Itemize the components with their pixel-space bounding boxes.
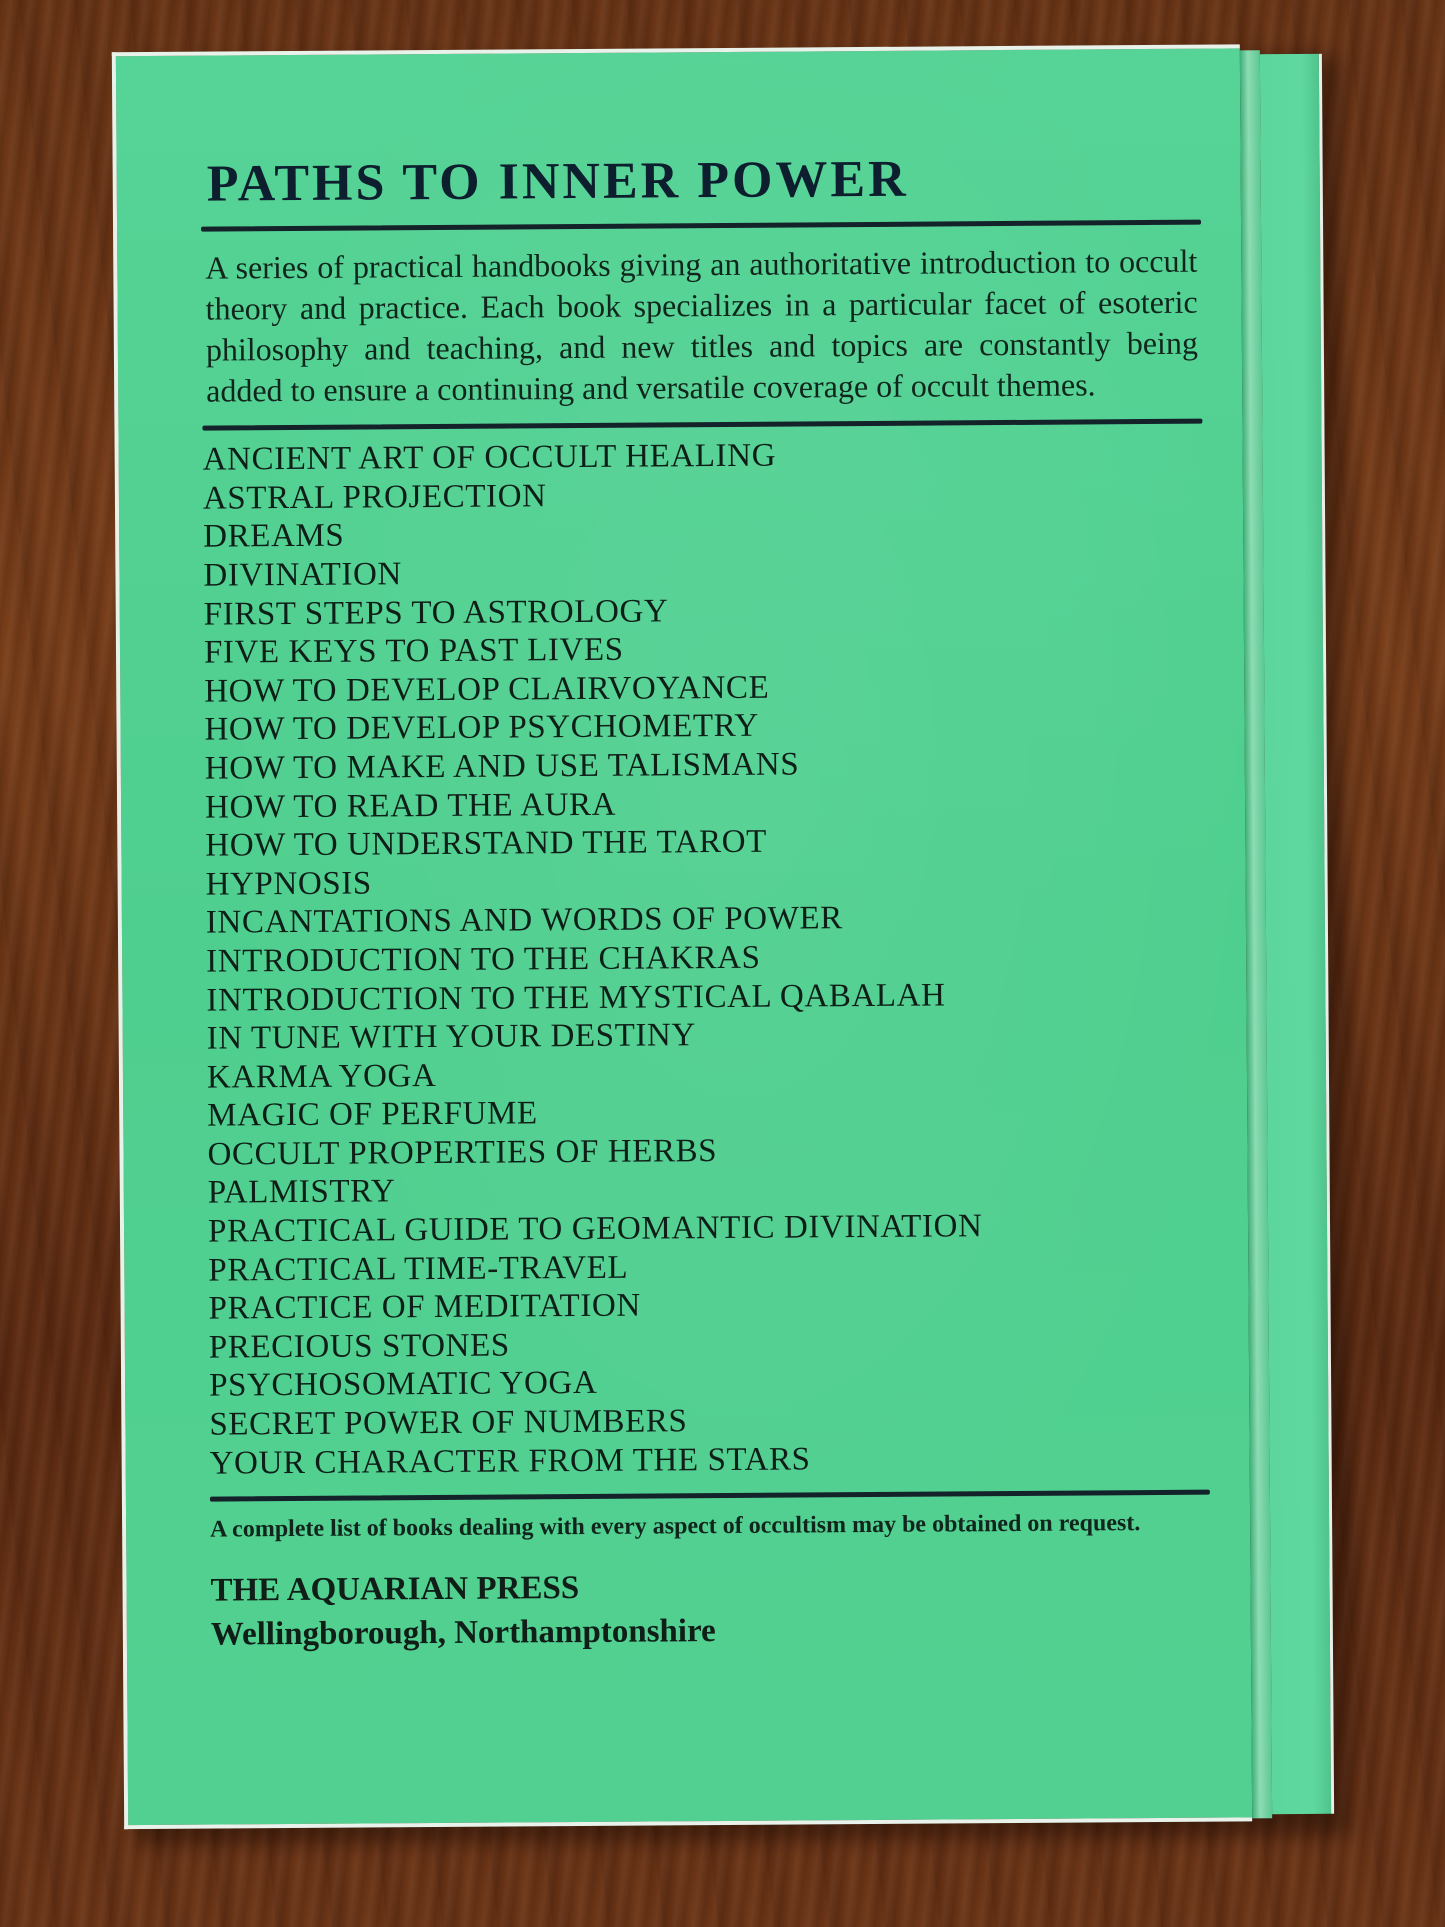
- book-title-list: [203, 434, 1210, 1483]
- cover-panel: [112, 44, 1252, 1829]
- book-title-item: OCCULT PROPERTIES OF HERBS: [207, 1132, 718, 1173]
- book-title-item: KARMA YOGA: [206, 1057, 437, 1096]
- book-title-item: SECRET POWER OF NUMBERS: [209, 1403, 688, 1443]
- cover-content: [201, 149, 1211, 1657]
- book-title-item: HYPNOSIS: [205, 865, 372, 903]
- book-title-item: FIVE KEYS TO PAST LIVES: [203, 631, 624, 671]
- book-title-item: MAGIC OF PERFUME: [207, 1095, 538, 1134]
- book-title-item: INTRODUCTION TO THE MYSTICAL QABALAH: [206, 976, 946, 1019]
- book-title-item: HOW TO MAKE AND USE TALISMANS: [204, 746, 800, 787]
- book-title-item: HOW TO READ THE AURA: [204, 786, 617, 826]
- book-title-item: PSYCHOSOMATIC YOGA: [209, 1365, 598, 1405]
- book-title-item: INTRODUCTION TO THE CHAKRAS: [206, 939, 761, 980]
- publisher: [210, 1562, 1211, 1657]
- book-title-item: INCANTATIONS AND WORDS OF POWER: [205, 900, 843, 941]
- book-title-item: DIVINATION: [203, 556, 403, 594]
- book-title-item: IN TUNE WITH YOUR DESTINY: [206, 1017, 696, 1057]
- book-title-item: HOW TO UNDERSTAND THE TAROT: [205, 823, 768, 864]
- book-title-item: ANCIENT ART OF OCCULT HEALING: [202, 437, 777, 478]
- book-title-item: FIRST STEPS TO ASTROLOGY: [203, 592, 669, 633]
- list-rule: [210, 1490, 1210, 1502]
- book-title-item: PRECIOUS STONES: [208, 1327, 510, 1366]
- title-rule: [201, 220, 1201, 232]
- book-title-item: HOW TO DEVELOP PSYCHOMETRY: [204, 708, 760, 748]
- footnote: A complete list of books dealing with every aspect of occultism may be obtained on request.: [210, 1510, 1141, 1543]
- series-title: PATHS TO INNER POWER: [206, 150, 909, 213]
- book-title-item: PALMISTRY: [207, 1173, 396, 1212]
- publisher-name: THE AQUARIAN PRESS: [210, 1570, 580, 1609]
- book-title-item: HOW TO DEVELOP CLAIRVOYANCE: [204, 669, 770, 710]
- book-title-item: PRACTICAL TIME-TRAVEL: [208, 1249, 629, 1289]
- publisher-place: Wellingborough, Northamptonshire: [210, 1613, 716, 1653]
- book-title-item: PRACTICE OF MEDITATION: [208, 1287, 641, 1327]
- book-back-cover: [112, 44, 1334, 1829]
- book-title-item: ASTRAL PROJECTION: [202, 478, 547, 517]
- intro-rule: [202, 419, 1202, 431]
- book-title-item: PRACTICAL GUIDE TO GEOMANTIC DIVINATION: [207, 1208, 983, 1250]
- book-title-item: YOUR CHARACTER FROM THE STARS: [209, 1441, 811, 1482]
- book-title-item: DREAMS: [203, 518, 345, 555]
- spine-edge: [1260, 54, 1334, 1814]
- series-intro: A series of practical handbooks giving an authoritative introduction to occult theory and practice. Each book specializes in a particular facet of esoteric philosophy and teaching, and new titles and topics are constantly being added to ensure a continuing and versatile coverage of occult themes.: [205, 242, 1198, 409]
